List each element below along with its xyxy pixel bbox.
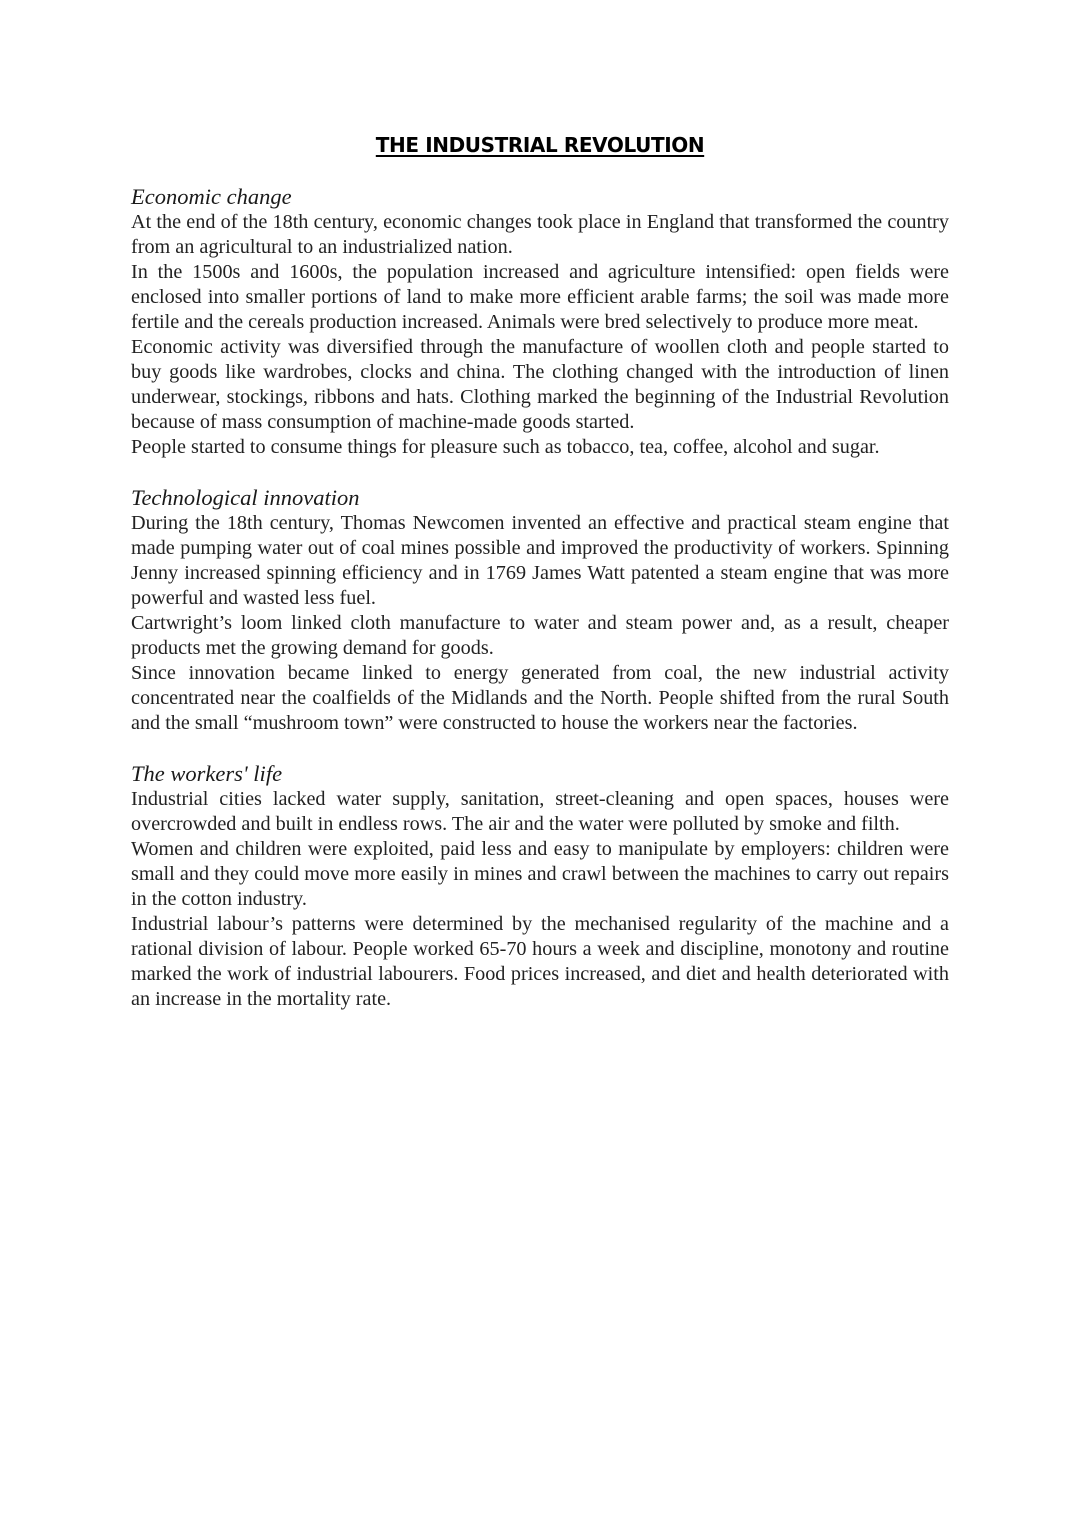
paragraph: Industrial labour’s patterns were determined by the mechanised regularity of the machine and a rational division of labour. People worked 65-70 hours a week and discipline, monotony and routine marked the work of industrial labourers. Food prices increased, and diet and health deteriorated with an increase in the mortality rate.	[131, 913, 949, 1010]
section-technological-innovation	[131, 484, 949, 736]
paragraph: People started to consume things for pleasure such as tobacco, tea, coffee, alcohol and sugar.	[131, 436, 880, 458]
document-body	[131, 183, 949, 1012]
section-heading: The workers' life	[131, 761, 283, 786]
paragraph: Women and children were exploited, paid less and easy to manipulate by employers: children were small and they could move more easily in mines and crawl between the machines to carry out repairs in the cotton industry.	[131, 838, 949, 910]
paragraph: During the 18th century, Thomas Newcomen invented an effective and practical steam engine that made pumping water out of coal mines possible and improved the productivity of workers. Spinning Jenny increased spinning efficiency and in 1769 James Watt patented a steam engine that was more powerful and wasted less fuel.	[131, 512, 949, 609]
paragraph: Cartwright’s loom linked cloth manufacture to water and steam power and, as a result, cheaper products met the growing demand for goods.	[131, 612, 949, 659]
section-heading: Technological innovation	[131, 485, 360, 510]
paragraph: Industrial cities lacked water supply, sanitation, street-cleaning and open spaces, houses were overcrowded and built in endless rows. The air and the water were polluted by smoke and filth.	[131, 788, 949, 835]
paragraph: In the 1500s and 1600s, the population increased and agriculture intensified: open fields were enclosed into smaller portions of land to make more efficient arable farms; the soil was made more fertile and the cereals production increased. Animals were bred selectively to produce more meat.	[131, 261, 949, 333]
section-heading: Economic change	[131, 184, 292, 209]
paragraph: Since innovation became linked to energy generated from coal, the new industrial activity concentrated near the coalfields of the Midlands and the North. People shifted from the rural South and the small “mushroom town” were constructed to house the workers near the factories.	[131, 662, 949, 734]
paragraph: At the end of the 18th century, economic changes took place in England that transformed the country from an agricultural to an industrialized nation.	[131, 211, 949, 258]
section-economic-change	[131, 183, 949, 460]
page-title-text: THE INDUSTRIAL REVOLUTION	[375, 133, 705, 157]
paragraph: Economic activity was diversified through the manufacture of woollen cloth and people started to buy goods like wardrobes, clocks and china. The clothing changed with the introduction of linen underwear, stockings, ribbons and hats. Clothing marked the beginning of the Industrial Revolution because of mass consumption of machine-made goods started.	[131, 336, 949, 433]
page-title	[0, 131, 1080, 159]
section-workers-life	[131, 760, 949, 1012]
